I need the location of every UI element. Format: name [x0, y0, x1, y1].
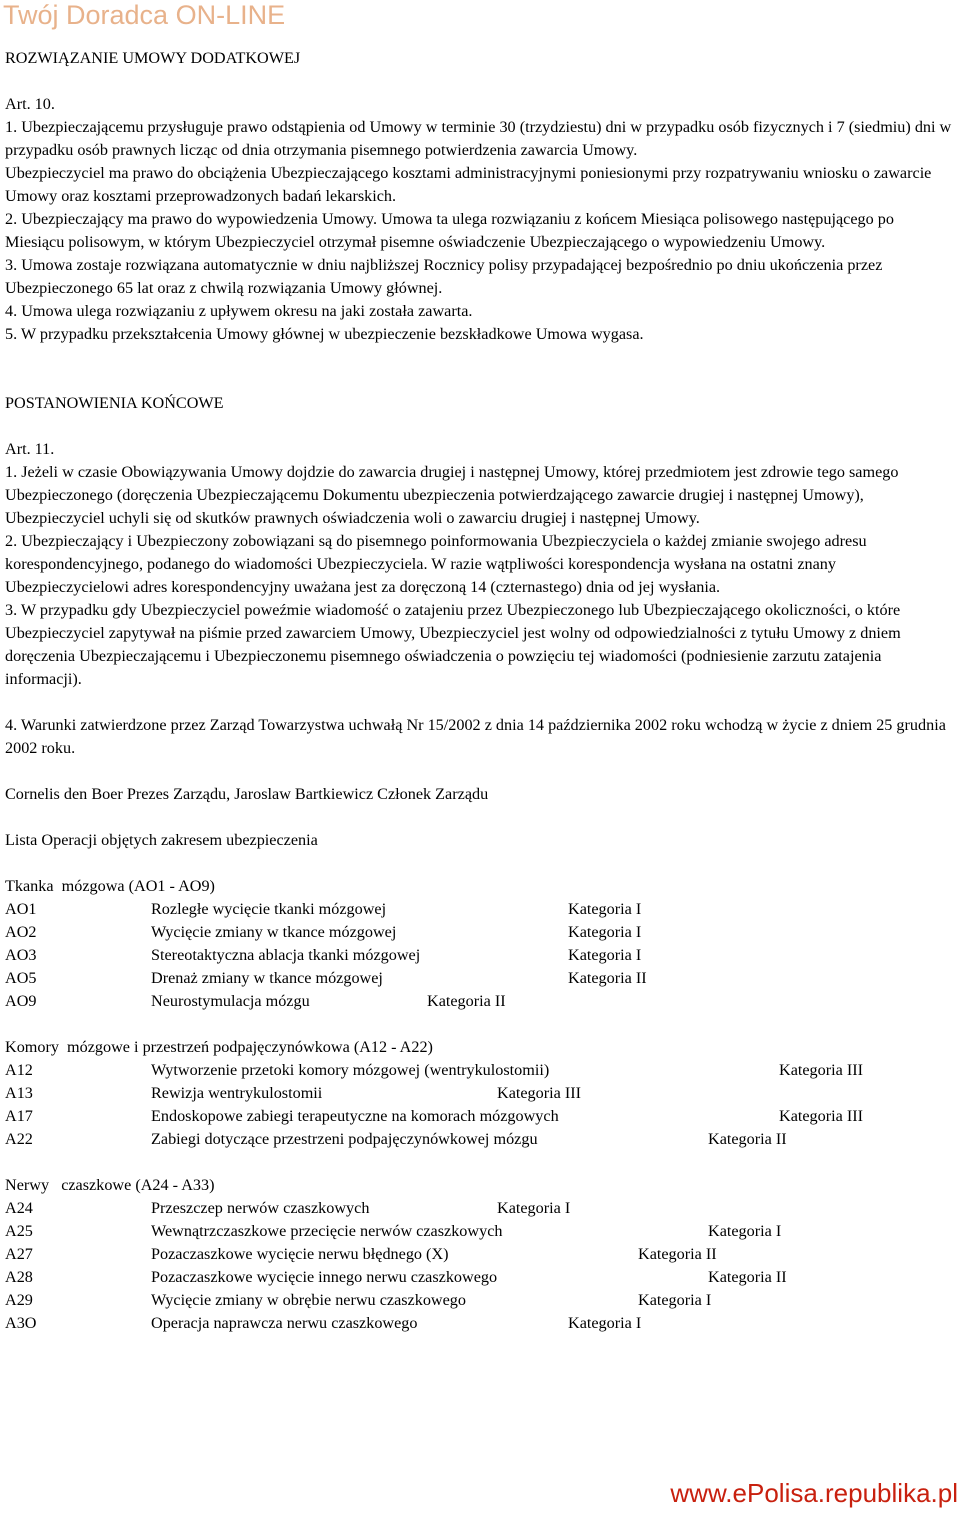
op-code: A29	[5, 1291, 33, 1309]
operation-row	[5, 1220, 957, 1243]
operations-group-cranial-nerves	[5, 1174, 957, 1335]
op-category: Kategoria I	[708, 1222, 782, 1240]
op-category: Kategoria I	[638, 1291, 712, 1309]
op-name: Operacja naprawcza nerwu czaszkowego	[151, 1314, 418, 1332]
op-category: Kategoria I	[568, 946, 642, 964]
op-name: Drenaż zmiany w tkance mózgowej	[151, 969, 383, 987]
operations-list-title: Lista Operacji objętych zakresem ubezpieczenia	[5, 831, 318, 849]
document-body	[5, 47, 957, 1335]
art10-paragraph-2: 2. Ubezpieczający ma prawo do wypowiedzenia Umowy. Umowa ta ulega rozwiązaniu z końcem Miesiąca polisowego następującego po Miesiącu polisowym, w którym Ubezpieczyciel otrzymał pisemne oświadczenie Ubezpieczającego o wypowiedzeniu Umowy.	[5, 210, 894, 251]
article-11-label: Art. 11.	[5, 440, 55, 458]
footer-website-link[interactable]: www.ePolisa.republika.pl	[670, 1478, 958, 1508]
op-code: AO5	[5, 969, 37, 987]
op-category: Kategoria III	[497, 1084, 582, 1102]
operation-row	[5, 1289, 957, 1312]
op-code: A27	[5, 1245, 33, 1263]
op-code: A24	[5, 1199, 33, 1217]
operation-row	[5, 1059, 957, 1082]
op-name: Przeszczep nerwów czaszkowych	[151, 1199, 370, 1217]
op-code: A3O	[5, 1314, 37, 1332]
op-code: AO2	[5, 923, 37, 941]
op-category: Kategoria II	[638, 1245, 717, 1263]
op-name: Rewizja wentrykulostomii	[151, 1084, 323, 1102]
art10-paragraph-1b: Ubezpieczyciel ma prawo do obciążenia Ubezpieczającego kosztami administracyjnymi poniesionymi przy rozpatrywaniu wniosku o zawarcie Umowy oraz kosztami przeprowadzonych badań lekarskich.	[5, 164, 932, 205]
art11-paragraph-1: 1. Jeżeli w czasie Obowiązywania Umowy dojdzie do zawarcia drugiej i następnej Umowy, której przedmiotem jest zdrowie tego samego Ubezpieczonego (doręczenia Ubezpieczającemu Dokumentu ubezpieczenia potwierdzającego zawarcie drugiej i następnej Umowy), Ubezpieczyciel uchyli się od skutków prawnych oświadczenia woli o zawarciu drugiej i następnej Umowy.	[5, 463, 899, 527]
operation-row	[5, 898, 957, 921]
op-name: Endoskopowe zabiegi terapeutyczne na komorach mózgowych	[151, 1107, 559, 1125]
operation-row	[5, 990, 957, 1013]
op-category: Kategoria I	[568, 1314, 642, 1332]
op-name: Wewnątrzczaszkowe przecięcie nerwów czaszkowych	[151, 1222, 503, 1240]
art11-paragraph-2: 2. Ubezpieczający i Ubezpieczony zobowiązani są do pisemnego poinformowania Ubezpieczyciela o każdej zmianie swojego adresu korespondencyjnego, podanego do wiadomości Ubezpieczyciela. W razie wątpliwości korespondencja wysłana na ostatni znany Ubezpieczycielowi adres korespondencyjny uważana jest za doręczoną 14 (czternastego) dnia od jej wysłania.	[5, 532, 867, 596]
art10-paragraph-1: 1. Ubezpieczającemu przysługuje prawo odstąpienia od Umowy w terminie 30 (trzydziestu) dni w przypadku osób fizycznych i 7 (siedmiu) dni w przypadku osób prawnych licząc od dnia otrzymania pisemnego potwierdzenia zawarcia Umowy.	[5, 118, 952, 159]
operation-row	[5, 1243, 957, 1266]
op-code: AO1	[5, 900, 37, 918]
art11-paragraph-4: 4. Warunki zatwierdzone przez Zarząd Towarzystwa uchwałą Nr 15/2002 z dnia 14 października 2002 roku wchodzą w życie z dniem 25 grudnia 2002 roku.	[5, 716, 946, 757]
op-name: Zabiegi dotyczące przestrzeni podpajęczynówkowej mózgu	[151, 1130, 538, 1148]
op-category: Kategoria III	[779, 1061, 864, 1079]
group-heading: Komory mózgowe i przestrzeń podpajęczynówkowa (A12 - A22)	[5, 1038, 433, 1056]
operation-row	[5, 944, 957, 967]
op-category: Kategoria I	[568, 900, 642, 918]
operation-row	[5, 1197, 957, 1220]
op-code: A22	[5, 1130, 33, 1148]
operations-group-ventricles	[5, 1036, 957, 1151]
op-code: AO9	[5, 992, 37, 1010]
operation-row	[5, 1266, 957, 1289]
op-name: Wytworzenie przetoki komory mózgowej (wentrykulostomii)	[151, 1061, 550, 1079]
art10-paragraph-4: 4. Umowa ulega rozwiązaniu z upływem okresu na jaki została zawarta.	[5, 302, 473, 320]
op-code: A17	[5, 1107, 33, 1125]
art10-paragraph-3: 3. Umowa zostaje rozwiązana automatycznie w dniu najbliższej Rocznicy polisy przypadającej bezpośrednio po dniu ukończenia przez Ubezpieczonego 65 lat oraz z chwilą rozwiązania Umowy głównej.	[5, 256, 883, 297]
op-name: Pozaczaszkowe wycięcie nerwu błędnego (X)	[151, 1245, 449, 1263]
op-name: Rozległe wycięcie tkanki mózgowej	[151, 900, 387, 918]
operation-row	[5, 1082, 957, 1105]
op-code: A12	[5, 1061, 33, 1079]
op-name: Stereotaktyczna ablacja tkanki mózgowej	[151, 946, 421, 964]
op-category: Kategoria II	[568, 969, 647, 987]
article-10-label: Art. 10.	[5, 95, 55, 113]
art11-paragraph-3: 3. W przypadku gdy Ubezpieczyciel poweźmie wiadomość o zatajeniu przez Ubezpieczonego lub Ubezpieczającego okoliczności, o które Ubezpieczyciel zapytywał na piśmie przed zawarciem Umowy, Ubezpieczyciel jest wolny od odpowiedzialności z tytułu Umowy z dniem doręczenia Ubezpieczającemu i Ubezpieczonemu pisemnego oświadczenia o powzięciu tej wiadomości (podniesienie zarzutu zatajenia informacji).	[5, 601, 901, 688]
site-title: Twój Doradca ON-LINE	[3, 0, 286, 30]
op-name: Wycięcie zmiany w tkance mózgowej	[151, 923, 397, 941]
op-code: A25	[5, 1222, 33, 1240]
op-category: Kategoria II	[708, 1130, 787, 1148]
section-heading-termination: ROZWIĄZANIE UMOWY DODATKOWEJ	[5, 49, 301, 67]
group-heading: Tkanka mózgowa (AO1 - AO9)	[5, 877, 215, 895]
op-code: AO3	[5, 946, 37, 964]
op-category: Kategoria I	[497, 1199, 571, 1217]
op-name: Wycięcie zmiany w obrębie nerwu czaszkowego	[151, 1291, 466, 1309]
op-code: A13	[5, 1084, 33, 1102]
op-name: Neurostymulacja mózgu	[151, 992, 310, 1010]
group-heading: Nerwy czaszkowe (A24 - A33)	[5, 1176, 215, 1194]
operation-row	[5, 1312, 957, 1335]
operations-group-brain-tissue	[5, 875, 957, 1013]
op-name: Pozaczaszkowe wycięcie innego nerwu czaszkowego	[151, 1268, 498, 1286]
art10-paragraph-5: 5. W przypadku przekształcenia Umowy głównej w ubezpieczenie bezskładkowe Umowa wygasa.	[5, 325, 644, 343]
op-category: Kategoria II	[427, 992, 506, 1010]
operation-row	[5, 1105, 957, 1128]
op-category: Kategoria II	[708, 1268, 787, 1286]
operation-row	[5, 921, 957, 944]
op-category: Kategoria I	[568, 923, 642, 941]
signatures: Cornelis den Boer Prezes Zarządu, Jaroslaw Bartkiewicz Członek Zarządu	[5, 785, 489, 803]
operation-row	[5, 1128, 957, 1151]
section-heading-final: POSTANOWIENIA KOŃCOWE	[5, 394, 224, 412]
op-code: A28	[5, 1268, 33, 1286]
op-category: Kategoria III	[779, 1107, 864, 1125]
operation-row	[5, 967, 957, 990]
